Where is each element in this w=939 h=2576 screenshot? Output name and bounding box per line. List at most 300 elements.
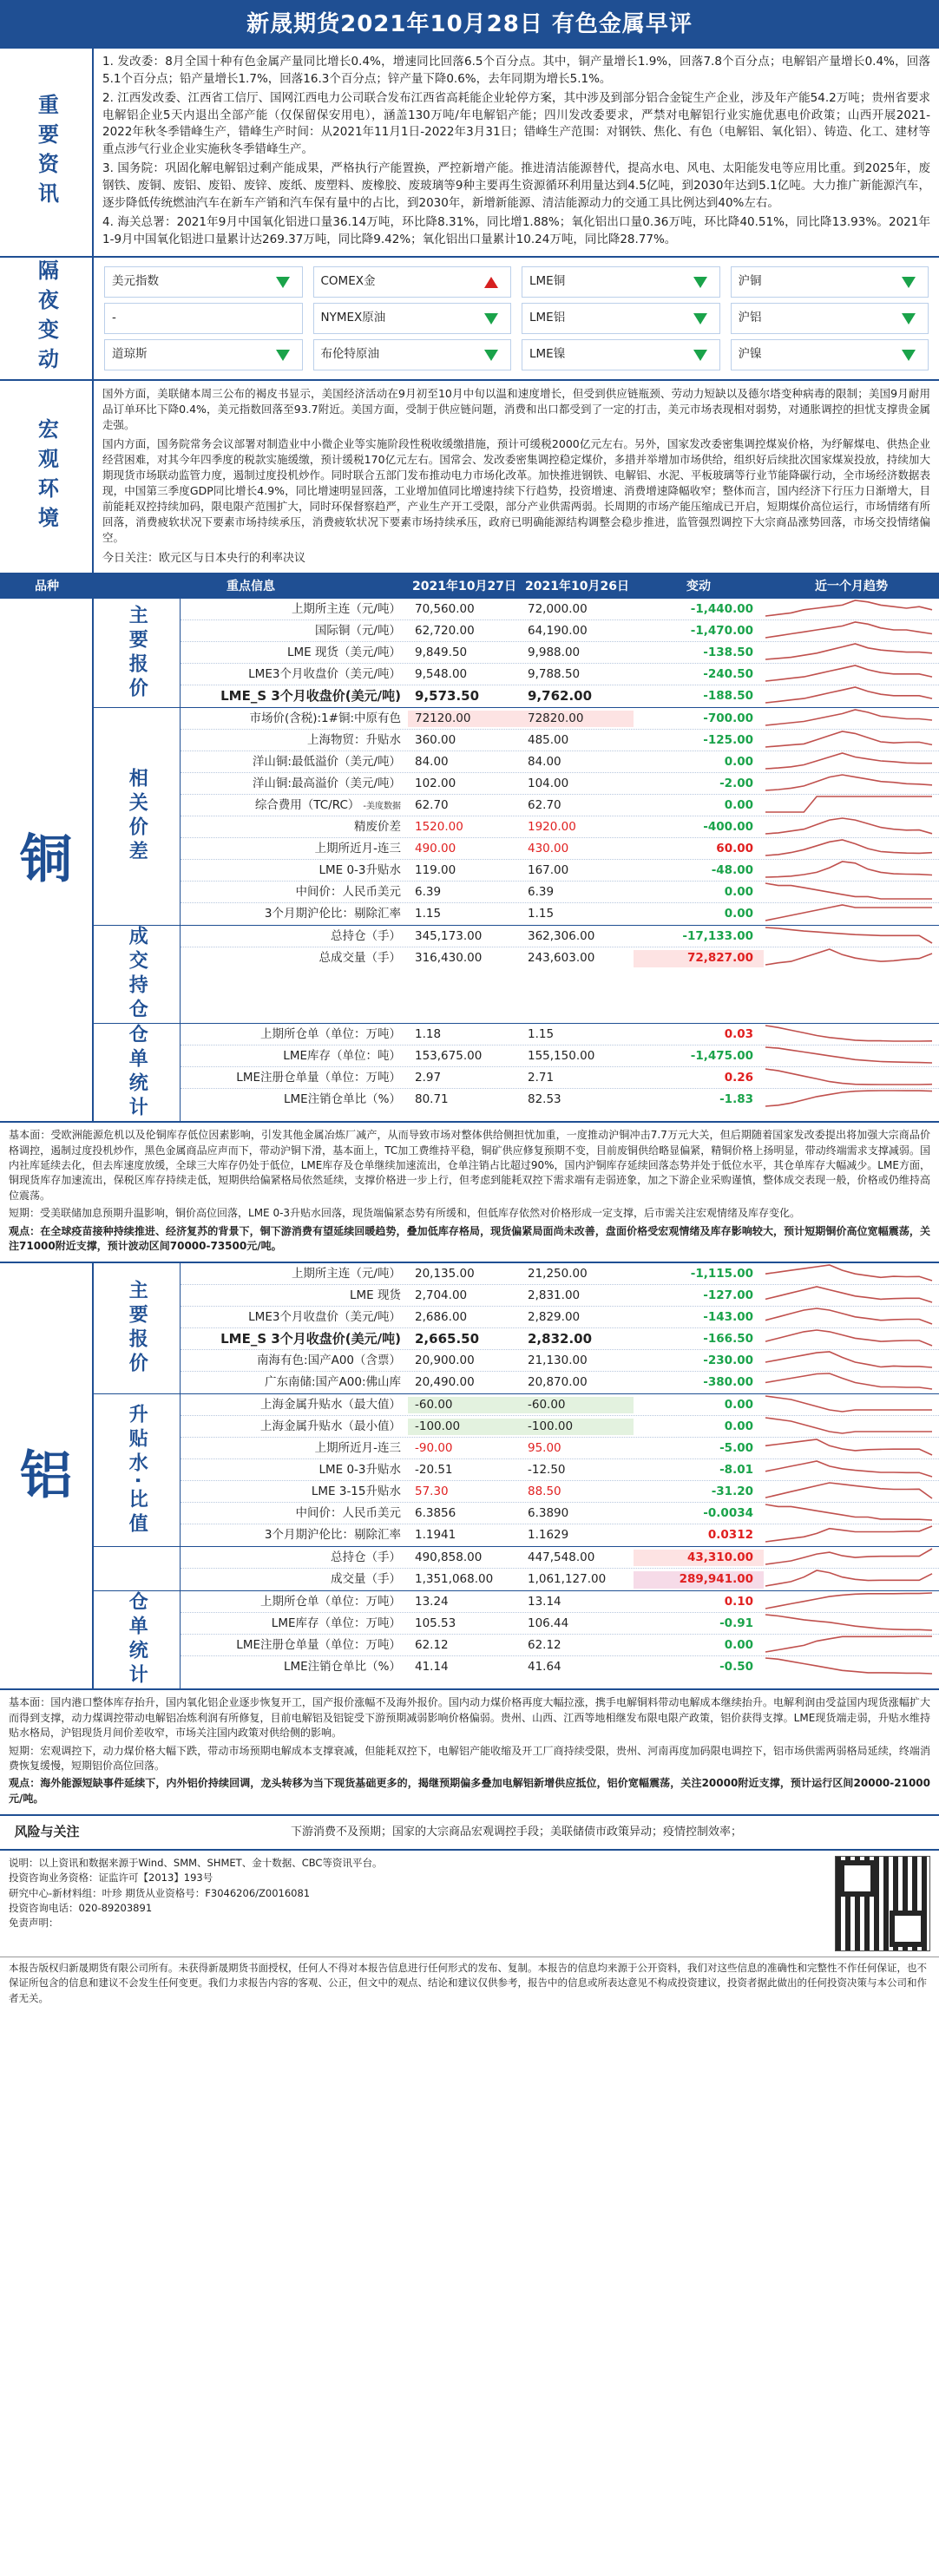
row-label	[181, 754, 408, 771]
value-prev: 1.15	[528, 1026, 555, 1041]
row-name: LME_S 3个月收盘价(美元/吨)	[220, 687, 401, 704]
overnight-label: 隔夜变动	[0, 258, 94, 379]
value-prev: 155,150.00	[528, 1048, 595, 1063]
value-today: 57.30	[415, 1484, 449, 1498]
trend-sparkline	[764, 1481, 934, 1500]
overnight-item-label: 沪铝	[738, 311, 762, 325]
trend-line	[765, 753, 932, 769]
value-change: 0.00	[724, 907, 753, 921]
value-prev: 106.44	[528, 1616, 569, 1630]
value-today: 1.15	[415, 907, 442, 921]
trend-sparkline	[764, 947, 934, 967]
value-today: 1,351,068.00	[415, 1572, 494, 1587]
risk-label: 风险与关注	[14, 1824, 80, 1840]
trend-cell	[764, 1372, 937, 1393]
value-today: 316,430.00	[415, 951, 483, 965]
trend-line	[765, 840, 932, 855]
row-name: 总持仓（手）	[331, 928, 401, 943]
value-today: 490,858.00	[415, 1550, 483, 1564]
value-prev: 362,306.00	[528, 928, 595, 943]
header-key-info: 重点信息	[227, 580, 275, 594]
trend-sparkline	[764, 1372, 934, 1391]
row-label	[181, 884, 408, 901]
trend-cell	[764, 1089, 937, 1111]
trend-cell	[764, 1328, 937, 1350]
row-name: 中间价：人民币美元	[295, 884, 401, 899]
trend-sparkline	[764, 1328, 934, 1347]
trend-cell	[764, 599, 937, 620]
trend-sparkline	[764, 1024, 934, 1043]
down-arrow-icon	[484, 350, 498, 361]
value-today: 62,720.00	[415, 623, 475, 638]
overnight-item-label: NYMEX原油	[320, 311, 386, 325]
trend-cell	[764, 1024, 937, 1045]
trend-cell	[764, 816, 937, 838]
group-rows	[181, 1591, 939, 1688]
row-label	[181, 950, 408, 967]
aluminum-group	[94, 1394, 939, 1547]
trend-line	[765, 1593, 932, 1609]
copper-basic: 基本面：受欧洲能源危机以及伦铜库存低位因素影响，引发其他金属冶炼厂减产，从而导致市场对整体供给侧担忧加重，一度推动沪铜冲击7.7万元大关，但后期随着国家发改委提出将加强大宗商品价格调控，遏制过度投机炒作，黑色金属商品应声而下，带动沪铜下滑，基本面上，TC加工费维持平稳，铜矿供应修复预期不变，目前废铜供给略显偏紧，精铜价格上扬明显，带动终端需求支撑减弱。国内社库延续去化，但去库速度放缓，全球三大库存仍处于低位，LME库存及仓单继续加速流出，仓单注销占比超过90%，国内沪铜库存延续回落态势并处于低位水平，其仓单库存大幅减少。LME方面，铜现货库存加速流出，保税区库存持续走低，短期供给偏紧格局依然延续，支撑价格进一步上行，但考虑到能耗双控下需求端有走弱迹象，加之下游企业采购谨慎，整体成交表现一般，价格或仍维持高位震荡。	[9, 1129, 930, 1202]
trend-cell	[764, 642, 937, 664]
row-label	[181, 1616, 408, 1633]
trend-sparkline	[764, 730, 934, 749]
trend-sparkline	[764, 860, 934, 879]
row-name: LME 0-3升贴水	[318, 1462, 401, 1477]
down-arrow-icon	[276, 277, 290, 288]
overnight-cell	[104, 303, 303, 334]
table-row	[181, 1328, 939, 1350]
trend-cell	[764, 903, 937, 925]
value-change: -1,115.00	[690, 1266, 753, 1281]
news-item: 2. 江西发改委、江西省工信厅、国网江西电力公司联合发布江西省高耗能企业轮停方案，其中涉及到部分铝合金锭生产企业，涉及年产能54.2万吨；贵州省要求电解铝企业5天内退出全部产能（仅保留保安用电），涵盖130万吨/年电解铝产能；四川发改委要求，严禁对电解铝行业实施优惠电价政策；山西开展2021-2022年秋冬季错峰生产，错峰生产时间：从2021年11月1日-2022年3月31日；错峰生产范围：对钢铁、焦化、有色（电解铝、氧化铝）、铸造、化工、建材等重点涉气行业企业实施秋冬季错峰生产。	[102, 91, 930, 156]
header-date-1: 2021年10月27日	[412, 580, 516, 594]
down-arrow-icon	[693, 350, 707, 361]
row-name: LME 0-3升贴水	[318, 862, 401, 877]
trend-sparkline	[764, 685, 934, 705]
table-row	[181, 882, 939, 903]
value-change: 0.0312	[707, 1528, 753, 1543]
value-today: 490.00	[415, 841, 456, 855]
value-prev: 95.00	[528, 1440, 561, 1455]
table-row	[181, 1350, 939, 1372]
header-change: 变动	[686, 580, 711, 594]
row-label	[181, 1637, 408, 1655]
value-change: 0.00	[724, 1637, 753, 1652]
value-change: -380.00	[703, 1375, 753, 1390]
overnight-item-label: 布伦特原油	[320, 347, 379, 362]
trend-line	[765, 1504, 932, 1520]
row-name: 上海金属升贴水（最小值）	[260, 1419, 401, 1433]
macro-label: 宏观环境	[0, 381, 94, 573]
value-prev: -60.00	[521, 1397, 634, 1414]
overnight-cell	[104, 339, 303, 370]
value-today: -20.51	[415, 1462, 453, 1477]
aluminum-short: 短期：宏观调控下，动力煤价格大幅下跌，带动市场预期电解成本支撑衰减，但能耗双控下，电解铝产能收缩及开工厂商持续受限，贵州、河南再度加码限电调控下，铝市场供需两弱格局延续，终端消费恢复缓慢，短期铝价高位回落。	[9, 1744, 930, 1772]
trend-line	[765, 1570, 932, 1586]
overnight-cell	[313, 266, 512, 298]
trend-line	[765, 949, 932, 965]
down-arrow-icon	[902, 277, 916, 288]
trend-cell	[764, 708, 937, 730]
row-name: LME 3-15升贴水	[311, 1484, 401, 1498]
trend-cell	[764, 1045, 937, 1067]
trend-sparkline	[764, 1416, 934, 1435]
value-change: -240.50	[703, 666, 753, 681]
value-today: 20,135.00	[415, 1266, 475, 1281]
table-row	[181, 1263, 939, 1285]
copper-group	[94, 926, 939, 1024]
table-row	[181, 599, 939, 620]
row-label	[181, 928, 408, 946]
value-prev: 62.70	[528, 797, 561, 812]
trend-line	[765, 600, 932, 616]
value-prev: 2,832.00	[528, 1330, 593, 1347]
trend-line	[765, 1636, 932, 1652]
value-today: 80.71	[415, 1092, 449, 1106]
value-prev: 1.15	[528, 907, 555, 921]
row-name: 上期所仓单（单位：万吨）	[260, 1026, 401, 1041]
footer-line: 免责声明：	[9, 1917, 59, 1930]
up-arrow-icon	[484, 277, 498, 288]
row-label	[181, 1353, 408, 1370]
trend-line	[765, 665, 932, 681]
value-change: -0.91	[719, 1616, 753, 1630]
footer-line: 投资咨询电话：020-89203891	[9, 1901, 153, 1914]
trend-sparkline	[764, 1656, 934, 1675]
value-change: 0.26	[724, 1070, 753, 1085]
value-change: -31.20	[711, 1484, 753, 1498]
value-change: -188.50	[703, 689, 753, 703]
value-prev: 6.3890	[528, 1505, 569, 1520]
value-prev: 243,603.00	[528, 951, 595, 965]
group-rows	[181, 1547, 939, 1590]
group-rows	[181, 926, 939, 1023]
value-change: -1.83	[719, 1092, 753, 1106]
trend-line	[765, 818, 932, 834]
value-today: 9,548.00	[415, 666, 468, 681]
value-prev: -100.00	[521, 1419, 634, 1436]
group-rows	[181, 1024, 939, 1121]
aluminum-table	[94, 1263, 939, 1688]
trend-line	[765, 1658, 932, 1674]
aluminum-group	[94, 1547, 939, 1591]
risk-text: 下游消费不及预期；国家的大宗商品宏观调控手段；美联储债市政策异动；疫情控制效率；	[290, 1825, 742, 1839]
trend-line	[765, 1461, 932, 1477]
table-row	[181, 1372, 939, 1393]
trend-sparkline	[764, 1285, 934, 1304]
trend-sparkline	[764, 1613, 934, 1632]
table-row	[181, 1045, 939, 1067]
row-label	[181, 1659, 408, 1676]
row-label	[181, 1026, 408, 1044]
table-row	[181, 1569, 939, 1590]
news-section	[0, 49, 939, 258]
aluminum-basic: 基本面：国内港口整体库存抬升，国内氧化铝企业逐步恢复开工，国产报价涨幅不及海外报价。国内动力煤价格再度大幅拉涨，携手电解铜料带动电解成本继续抬升。电解利润由受益国内现货涨幅扩大而得到支撑，动力煤调控带动电解铝冶炼利润有所修复，目前电解铝及铝锭受下游预期减弱影响价格偏弱。贵州、山西、江西等地相继发布限电限产政策，铝价获得支撑。LME现货端走弱，升贴水维持贴水格局，沪铝现货月间价差收窄，市场关注国内政策对供给侧的影响。	[9, 1696, 930, 1740]
row-name: LME3个月收盘价（美元/吨）	[248, 666, 401, 681]
value-prev: 2.71	[528, 1070, 555, 1085]
trend-sparkline	[764, 1045, 934, 1065]
trend-line	[765, 1418, 932, 1433]
value-prev: 2,829.00	[528, 1309, 581, 1324]
macro-paragraph: 国外方面，美联储本周三公布的褐皮书显示，美国经济活动在9月初至10月中旬以温和速度增长，但受到供应链瓶颈、劳动力短缺以及德尔塔变种病毒的限制；美国9月耐用品订单环比下降0.4%，美元指数回落至93.7附近。美国方面，受制于供应链问题，消费和出口都受到了一定的打击，美元市场表现相对弱势，对通胀调控的担忧支撑贵金属走强。	[102, 387, 930, 432]
value-today: 6.3856	[415, 1505, 456, 1520]
value-change: 72,827.00	[634, 950, 764, 967]
trend-cell	[764, 1438, 937, 1459]
down-arrow-icon	[902, 350, 916, 361]
row-label	[181, 1440, 408, 1458]
value-prev: 62.12	[528, 1637, 561, 1652]
row-name: 洋山铜:最高溢价（美元/吨）	[252, 776, 401, 790]
table-row	[181, 816, 939, 838]
trend-sparkline	[764, 882, 934, 901]
row-name: LME库存（单位：万吨）	[271, 1616, 401, 1630]
trend-line	[765, 775, 932, 790]
trend-cell	[764, 795, 937, 816]
value-today: 9,573.50	[415, 687, 480, 704]
value-prev: 13.14	[528, 1594, 561, 1609]
row-label	[181, 623, 408, 640]
value-prev: -12.50	[528, 1462, 566, 1477]
copper-group	[94, 599, 939, 708]
table-row	[181, 860, 939, 882]
row-label	[181, 862, 408, 880]
row-name: 国际铜（元/吨）	[314, 623, 401, 638]
trend-sparkline	[764, 620, 934, 639]
value-change: -2.00	[719, 776, 753, 790]
row-label	[181, 1571, 408, 1589]
row-label	[181, 1091, 408, 1109]
value-today: 119.00	[415, 862, 456, 877]
row-name: 上海金属升贴水（最大值）	[260, 1397, 401, 1412]
row-label	[181, 797, 408, 815]
header-variety: 品种	[35, 580, 59, 594]
value-today: 2,704.00	[415, 1288, 468, 1302]
row-name: 总成交量（手）	[318, 951, 401, 965]
risk-section	[0, 1816, 939, 1851]
trend-sparkline	[764, 708, 934, 727]
row-label	[181, 601, 408, 619]
row-name: 上期所主连（元/吨）	[291, 1266, 401, 1281]
value-today: 1520.00	[415, 819, 463, 834]
row-label	[181, 645, 408, 662]
group-label: 仓单统计	[94, 1024, 181, 1121]
copper-group	[94, 708, 939, 926]
trend-sparkline	[764, 1524, 934, 1544]
value-today: 9,849.50	[415, 645, 468, 659]
trend-cell	[764, 860, 937, 882]
trend-cell	[764, 882, 937, 903]
trend-cell	[764, 620, 937, 642]
row-label	[181, 1462, 408, 1479]
value-today: 2.97	[415, 1070, 442, 1085]
row-label	[181, 1527, 408, 1544]
value-change: 0.03	[724, 1026, 753, 1041]
header-date-2: 2021年10月26日	[525, 580, 629, 594]
overnight-grid	[102, 263, 930, 374]
table-row	[181, 1416, 939, 1438]
value-today: 153,675.00	[415, 1048, 483, 1063]
value-today: 360.00	[415, 732, 456, 747]
down-arrow-icon	[693, 277, 707, 288]
value-change: 43,310.00	[634, 1550, 764, 1567]
copper-short: 短期：受美联储加息预期升温影响，铜价高位回落，LME 0-3升贴水回落，现货端偏紧态势有所缓和，但低库存依然对价格形成一定支撑，后市需关注宏观情绪及库存变化。	[9, 1207, 801, 1220]
trend-sparkline	[764, 1394, 934, 1413]
trend-line	[765, 1483, 932, 1498]
row-name: 上期所近月-连三	[314, 1440, 401, 1455]
row-name: LME 现货（美元/吨）	[286, 645, 401, 659]
table-row	[181, 1656, 939, 1678]
row-name: LME注册仓单量（单位：万吨）	[236, 1070, 401, 1085]
overnight-item-label: 美元指数	[112, 274, 159, 289]
overnight-cell	[731, 339, 929, 370]
overnight-cell	[313, 339, 512, 370]
footer-line: 研究中心-新材料组：叶珍 期货从业资格号：F3046206/Z0016081	[9, 1886, 311, 1899]
trend-cell	[764, 685, 937, 707]
value-change: -48.00	[711, 862, 753, 877]
trend-cell	[764, 1524, 937, 1546]
trend-line	[765, 1373, 932, 1389]
trend-cell	[764, 751, 937, 773]
table-row	[181, 1635, 939, 1656]
value-today: -90.00	[415, 1440, 453, 1455]
row-label	[181, 1266, 408, 1283]
row-name: 上海物贸：升贴水	[307, 732, 401, 747]
news-item: 1. 发改委：8月全国十种有色金属产量同比增长0.4%，增速同比回落6.5个百分点。其中，铜产量增长1.9%，回落7.8个百分点；电解铝产量增长0.4%，回落5.1个百分点；铅产量增长1.7%，回落16.3个百分点；锌产量下降0.6%，去年同期为增长5.1%。	[102, 55, 930, 86]
table-row	[181, 1459, 939, 1481]
trend-cell	[764, 947, 937, 969]
trend-sparkline	[764, 1635, 934, 1654]
news-label: 重要资讯	[0, 49, 94, 256]
trend-sparkline	[764, 816, 934, 836]
table-row	[181, 947, 939, 969]
row-label	[181, 1505, 408, 1523]
overnight-item-label: 沪铜	[738, 274, 762, 289]
value-prev: 1,061,127.00	[528, 1572, 607, 1587]
value-prev: 2,831.00	[528, 1288, 581, 1302]
row-name: LME注册仓单量（单位：万吨）	[236, 1637, 401, 1652]
trend-sparkline	[764, 773, 934, 792]
group-label: 仓单统计	[94, 1591, 181, 1688]
group-rows	[181, 1263, 939, 1393]
trend-line	[765, 883, 932, 899]
macro-content	[94, 381, 939, 573]
trend-sparkline	[764, 1263, 934, 1282]
group-rows	[181, 599, 939, 707]
trend-cell	[764, 664, 937, 685]
overnight-item-label: LME镍	[529, 347, 566, 362]
value-change: 0.10	[724, 1594, 753, 1609]
trend-cell	[764, 1263, 937, 1285]
group-rows	[181, 708, 939, 925]
trend-line	[765, 796, 932, 812]
news-content	[94, 49, 939, 256]
trend-sparkline	[764, 1067, 934, 1086]
overnight-cell	[522, 339, 720, 370]
row-label	[181, 1374, 408, 1392]
news-item: 3. 国务院：巩固化解电解铝过剩产能成果，严格执行产能置换，严控新增产能。推进清洁能源替代，提高水电、风电、太阳能发电等应用比重。到2025年，废钢铁、废铜、废铝、废铅、废锌、废纸、废塑料、废橡胶、废玻璃等9种主要再生资源循环利用量达到4.5亿吨，到2030年达到5.1亿吨。大力推广新能源汽车，逐步降低传统燃油汽车在新车产销和汽车保有量中的占比，到2030年，新增新能源、清洁能源动力的交通工具比例达到40%左右。	[102, 161, 930, 210]
table-row	[181, 642, 939, 664]
down-arrow-icon	[484, 313, 498, 324]
row-name: 总持仓（手）	[331, 1550, 401, 1564]
overnight-cell	[522, 266, 720, 298]
value-prev: 1.1629	[528, 1528, 569, 1543]
row-label	[181, 906, 408, 923]
trend-sparkline	[764, 664, 934, 683]
row-label	[181, 1309, 408, 1327]
down-arrow-icon	[902, 313, 916, 324]
overnight-cell	[522, 303, 720, 334]
trend-sparkline	[764, 599, 934, 618]
table-row	[181, 795, 939, 816]
trend-line	[765, 1069, 932, 1085]
trend-cell	[764, 1394, 937, 1416]
overnight-item-label: LME铝	[529, 311, 566, 325]
value-today: 2,665.50	[415, 1330, 480, 1347]
row-unit: -美度数据	[363, 801, 401, 811]
copper-table	[94, 599, 939, 1121]
trend-line	[765, 1396, 932, 1412]
value-change: 0.00	[724, 884, 753, 899]
copper-section	[0, 599, 939, 1123]
value-change: -1,475.00	[690, 1048, 753, 1063]
trend-line	[765, 1026, 932, 1041]
trend-cell	[764, 1067, 937, 1089]
row-name: LME注销仓单比（%）	[283, 1092, 401, 1106]
overnight-content	[94, 258, 939, 379]
table-row	[181, 664, 939, 685]
row-label	[181, 1397, 408, 1414]
row-name: 洋山铜:最低溢价（美元/吨）	[252, 754, 401, 769]
group-label: 成交持仓	[94, 926, 181, 1023]
table-row	[181, 1024, 939, 1045]
row-label	[181, 687, 408, 706]
value-change: -1,470.00	[690, 623, 753, 638]
value-today: 70,560.00	[415, 601, 475, 616]
value-today: 6.39	[415, 884, 442, 899]
footer-line: 说明：以上资讯和数据来源于Wind、SMM、SHMET、金十数据、CBC等资讯平台。	[9, 1857, 383, 1870]
trend-sparkline	[764, 903, 934, 922]
news-item: 4. 海关总署：2021年9月中国氧化铝进口量36.14万吨，环比降8.31%，同比增1.88%；氧化铝出口量0.36万吨，环比降40.51%，同比降13.93%。2021年1-9月中国氧化铝进口量累计达269.37万吨，同比降9.42%；氧化铝出口量累计10.24万吨，同比降28.77%。	[102, 215, 930, 246]
value-prev: 6.39	[528, 884, 555, 899]
value-change: -5.00	[719, 1440, 753, 1455]
row-label	[181, 1594, 408, 1611]
value-prev: 9,788.50	[528, 666, 581, 681]
value-prev: 88.50	[528, 1484, 561, 1498]
macro-paragraph: 国内方面，国务院常务会议部署对制造业中小微企业等实施阶段性税收缓缴措施，预计可缓税2000亿元左右。另外，国家发改委密集调控煤炭价格，为纾解煤电、供热企业经营困难，对其今年四季度的税款实施缓缴，预计缓税170亿元左右。国常会、发改委密集调控稳定煤价，多措并举增加市场供给，组织好后续批次国家煤炭投放，持续加大期现货市场联动监管力度，遏制过度投机炒作。同时联合五部门发布推动电力市场化改革。加快推进钢铁、电解铝、水泥、平板玻璃等行业节能降碳行动，全市场经济数据表现，中国第三季度GDP同比增长4.9%，同比增速明显回落，工业增加值同比增速持续下行趋势，投资增速、消费增速降幅收窄；整体而言，国内经济下行压力日渐增大，目前能耗双控持续加码，限电限产范围扩大，同时环保督察趋严，产业生产开工受限，部分产业供需两弱。长周期的市场产能压缩成已开启，短期煤价高位运行，市场情绪有所回落，消费疲软状况下要素市场持续承压，消费疲软状况下要素市场持续承压，政府已明确能源结构调整会稳步推进，监管强烈调控下大宗商品涨势回落，市场交投情绪偏空。	[102, 436, 930, 545]
value-prev: 1920.00	[528, 819, 576, 834]
table-row	[181, 1285, 939, 1307]
value-change: -143.00	[703, 1309, 753, 1324]
trend-cell	[764, 1350, 937, 1372]
value-today: 105.53	[415, 1616, 456, 1630]
table-row	[181, 1503, 939, 1524]
value-prev: 430.00	[528, 841, 569, 855]
trend-cell	[764, 730, 937, 751]
value-change: -17,133.00	[682, 928, 753, 943]
footer-line: 投资咨询业务资格：证监许可【2013】193号	[9, 1871, 213, 1884]
table-row	[181, 926, 939, 947]
trend-sparkline	[764, 1503, 934, 1522]
value-change: 60.00	[716, 841, 753, 855]
value-change: 0.00	[724, 1419, 753, 1433]
trend-line	[765, 1287, 932, 1302]
row-label	[181, 1550, 408, 1567]
table-row	[181, 1438, 939, 1459]
row-label	[181, 666, 408, 684]
trend-cell	[764, 926, 937, 947]
value-today: 102.00	[415, 776, 456, 790]
